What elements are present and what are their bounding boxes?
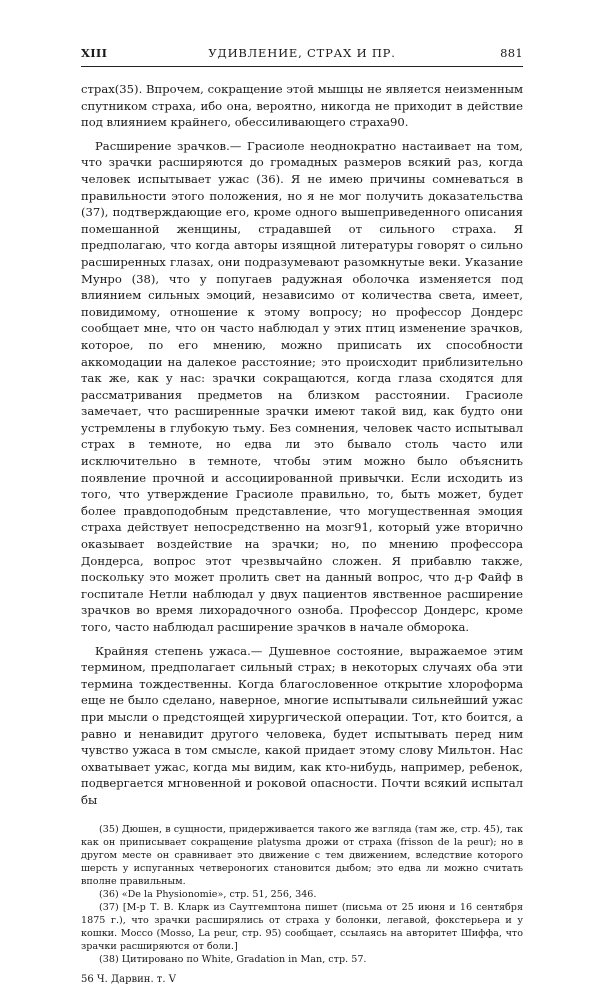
page-number: 881 <box>500 46 523 60</box>
chapter-number: XIII <box>81 46 108 60</box>
footnote: (37) [М-р Т. В. Кларк из Саутгемптона пишет (письма от 25 июня и 16 сентября 1875 г.), что зрачки расширялись от страха у болонки, легавой, фокстерьера и у кошки. Моссо (Mosso, La peur, стр. 95) сообщает, ссылаясь на авторитет Шиффа, что зрачки расширяются от боли.] <box>81 901 523 952</box>
printer-signature: 56 Ч. Дарвин. т. V <box>81 973 176 985</box>
footnote: (35) Дюшен, в сущности, придерживается такого же взгляда (там же, стр. 45), так как он приписывает сокращение platysma дрожи от страха (frisson de la peur); но в другом месте он сравнивает это движение с тем движением, вследствие которого шерсть у испуганных четвероногих становится дыбом; это едва ли можно считать вполне правильным. <box>81 823 523 887</box>
paragraph: Крайняя степень ужаса.— Душевное состояние, выражаемое этим термином, предполагает сильный страх; в некоторых случаях оба эти термина тождественны. Когда благословенное открытие хлороформа еще не было сделано, наверное, многие испытывали сильнейший ужас при мысли о предстоящей хирургической операции. Тот, кто боится, а равно и ненавидит другого человека, будет испытывать перед ним чувство ужаса в том смысле, какой придает этому слову Мильтон. Нас охватывает ужас, когда мы видим, как кто-нибудь, например, ребенок, подвергается мгновенной и роковой опасности. Почти всякий испытал бы <box>81 643 523 807</box>
footnote: (38) Цитировано по White, Gradation in Man, стр. 57. <box>99 953 367 965</box>
book-page <box>81 46 523 985</box>
footnote: (36) «De la Physionomie», стр. 51, 256, 346. <box>99 888 317 900</box>
main-text <box>81 81 523 809</box>
header-rule <box>81 66 523 67</box>
paragraph: Расширение зрачков.— Грасиоле неоднократно настаивает на том, что зрачки расширяются до громадных размеров всякий раз, когда человек испытывает ужас (36). Я не имею причины сомневаться в правильности этого положения, но я не мог получить доказательства (37), подтверждающие его, кроме одного вышеприведенного описания помешанной женщины, страдавшей от сильного страха. Я предполагаю, что когда авторы изящной литературы говорят о сильно расширенных глазах, они подразумевают разомкнутые веки. Указание Мунро (38), что у попугаев радужная оболочка изменяется под влиянием сильных эмоций, независимо от количества света, имеет, повидимому, отношение к этому вопросу; но профессор Дондерс сообщает мне, что он часто наблюдал у этих птиц изменение зрачков, которое, по его мнению, можно приписать их способности аккомодации на далекое расстояние; это происходит приблизительно так же, как у нас: зрачки сокращаются, когда глаза сходятся для рассматривания предметов на близком расстоянии. Грасиоле замечает, что расширенные зрачки имеют такой вид, как будто они устремлены в глубокую тьму. Без сомнения, человек часто испытывал страх в темноте, но едва ли это бывало столь часто или исключительно в темноте, чтобы этим можно было объяснить появление прочной и ассоциированной привычки. Если исходить из того, что утверждение Грасиоле правильно, то, быть может, будет более правдоподобным представление, что могущественная эмоция страха действует непосредственно на мозг91, который уже вторично оказывает воздействие на зрачки; но, по мнению профессора Дондерса, вопрос этот чрезвычайно сложен. Я прибавлю также, поскольку это может пролить свет на данный вопрос, что д-р Файф в госпитале Нетли наблюдал у двух пациентов явственное расширение зрачков во время лихорадочного озноба. Профессор Дондерс, кроме того, часто наблюдал расширение зрачков в начале обморока. <box>81 138 523 634</box>
running-header <box>81 46 523 62</box>
paragraph: страх(35). Впрочем, сокращение этой мышцы не является неизменным спутником страха, ибо она, вероятно, никогда не приходит в действие под влиянием крайнего, обессиливающего страха90. <box>81 82 523 130</box>
running-title: УДИВЛЕНИЕ, СТРАХ И ПР. <box>208 46 396 60</box>
footnotes <box>81 823 523 966</box>
